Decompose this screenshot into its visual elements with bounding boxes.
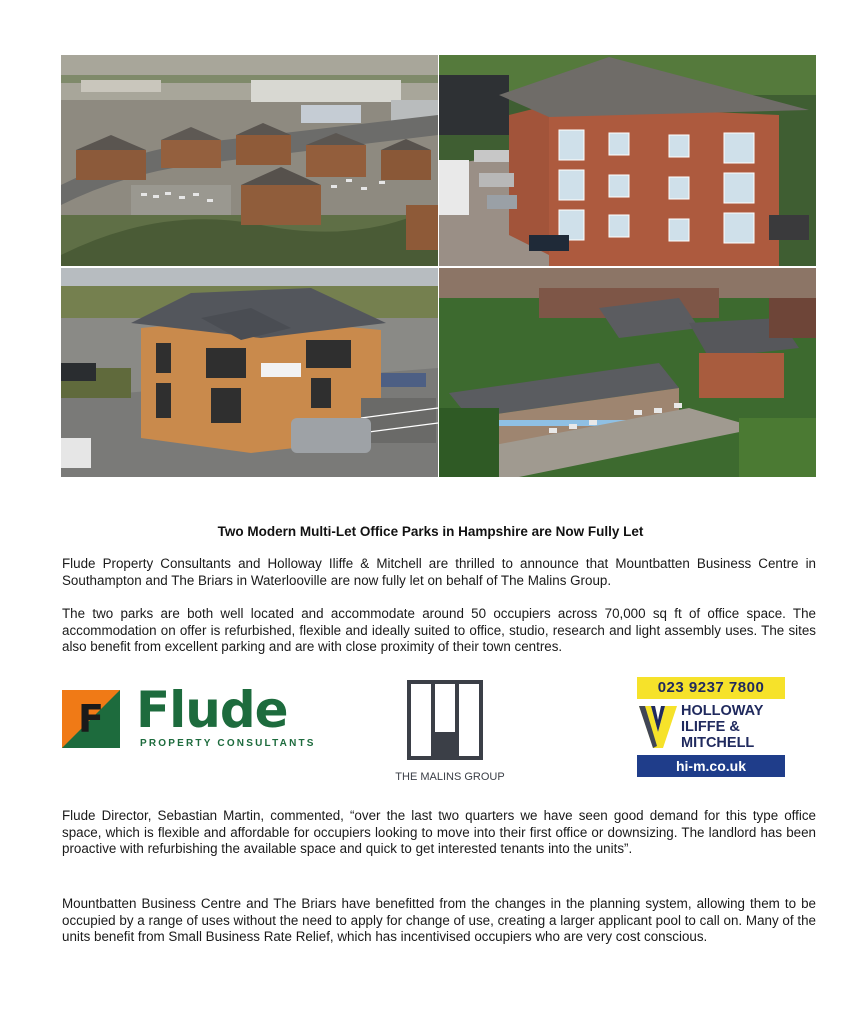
terraced-offices-aerial-photo [439,268,816,477]
article-headline: Two Modern Multi-Let Office Parks in Hampshire are Now Fully Let [217,524,644,539]
him-line-2: ILIFFE & [681,719,740,735]
holloway-iliffe-mitchell-logo [637,677,785,777]
him-line-3: MITCHELL [681,735,755,751]
photo-collage [61,55,816,477]
him-phone: 023 9237 7800 [637,677,785,699]
business-park-aerial-photo [61,55,438,266]
him-name-block [637,702,785,754]
malins-name: THE MALINS GROUP [395,771,505,783]
article-paragraph-4: Mountbatten Business Centre and The Briars have benefitted from the changes in the planning system, allowing them to be occupied by a range of uses without the need to apply for change of use, creating a larger applicant pool to call on. Many of the units benefit from Small Business Rate Relief, which has incentivised occupiers who are very cost conscious. [62,896,816,945]
flude-name: Flude [136,681,288,739]
article-paragraph-3: Flude Director, Sebastian Martin, commented, “over the last two quarters we have seen good demand for this type office space, which is flexible and affordable for occupiers looking to move into their first office or downsizing. The landlord has been proactive with refurbishing the available space and quick to get interested tenants into the units”. [62,808,816,857]
office-building-photo [439,55,816,266]
svg-text:F: F [78,697,104,741]
him-v-chevron-icon [639,702,677,752]
him-line-1: HOLLOWAY [681,703,764,719]
him-url: hi-m.co.uk [637,755,785,777]
two-storey-office-photo [61,268,438,477]
flude-mark-icon [62,690,120,748]
flude-tagline: PROPERTY CONSULTANTS [140,738,316,749]
flude-logo [62,681,324,754]
article-paragraph-2: The two parks are both well located and accommodate around 50 occupiers across 70,000 sq ft of office space. The accommodation on offer is refurbished, flexible and ideally suited to office, studio, research and light assembly uses. The sites also benefit from excellent parking and are with close proximity of their town centres. [62,606,816,655]
malins-mark-icon [407,680,483,760]
malins-group-logo [390,680,510,786]
article-paragraph-1: Flude Property Consultants and Holloway Iliffe & Mitchell are thrilled to announce that Mountbatten Business Centre in Southampton and The Briars in Waterlooville are now fully let on behalf of The Malins Group. [62,556,816,588]
